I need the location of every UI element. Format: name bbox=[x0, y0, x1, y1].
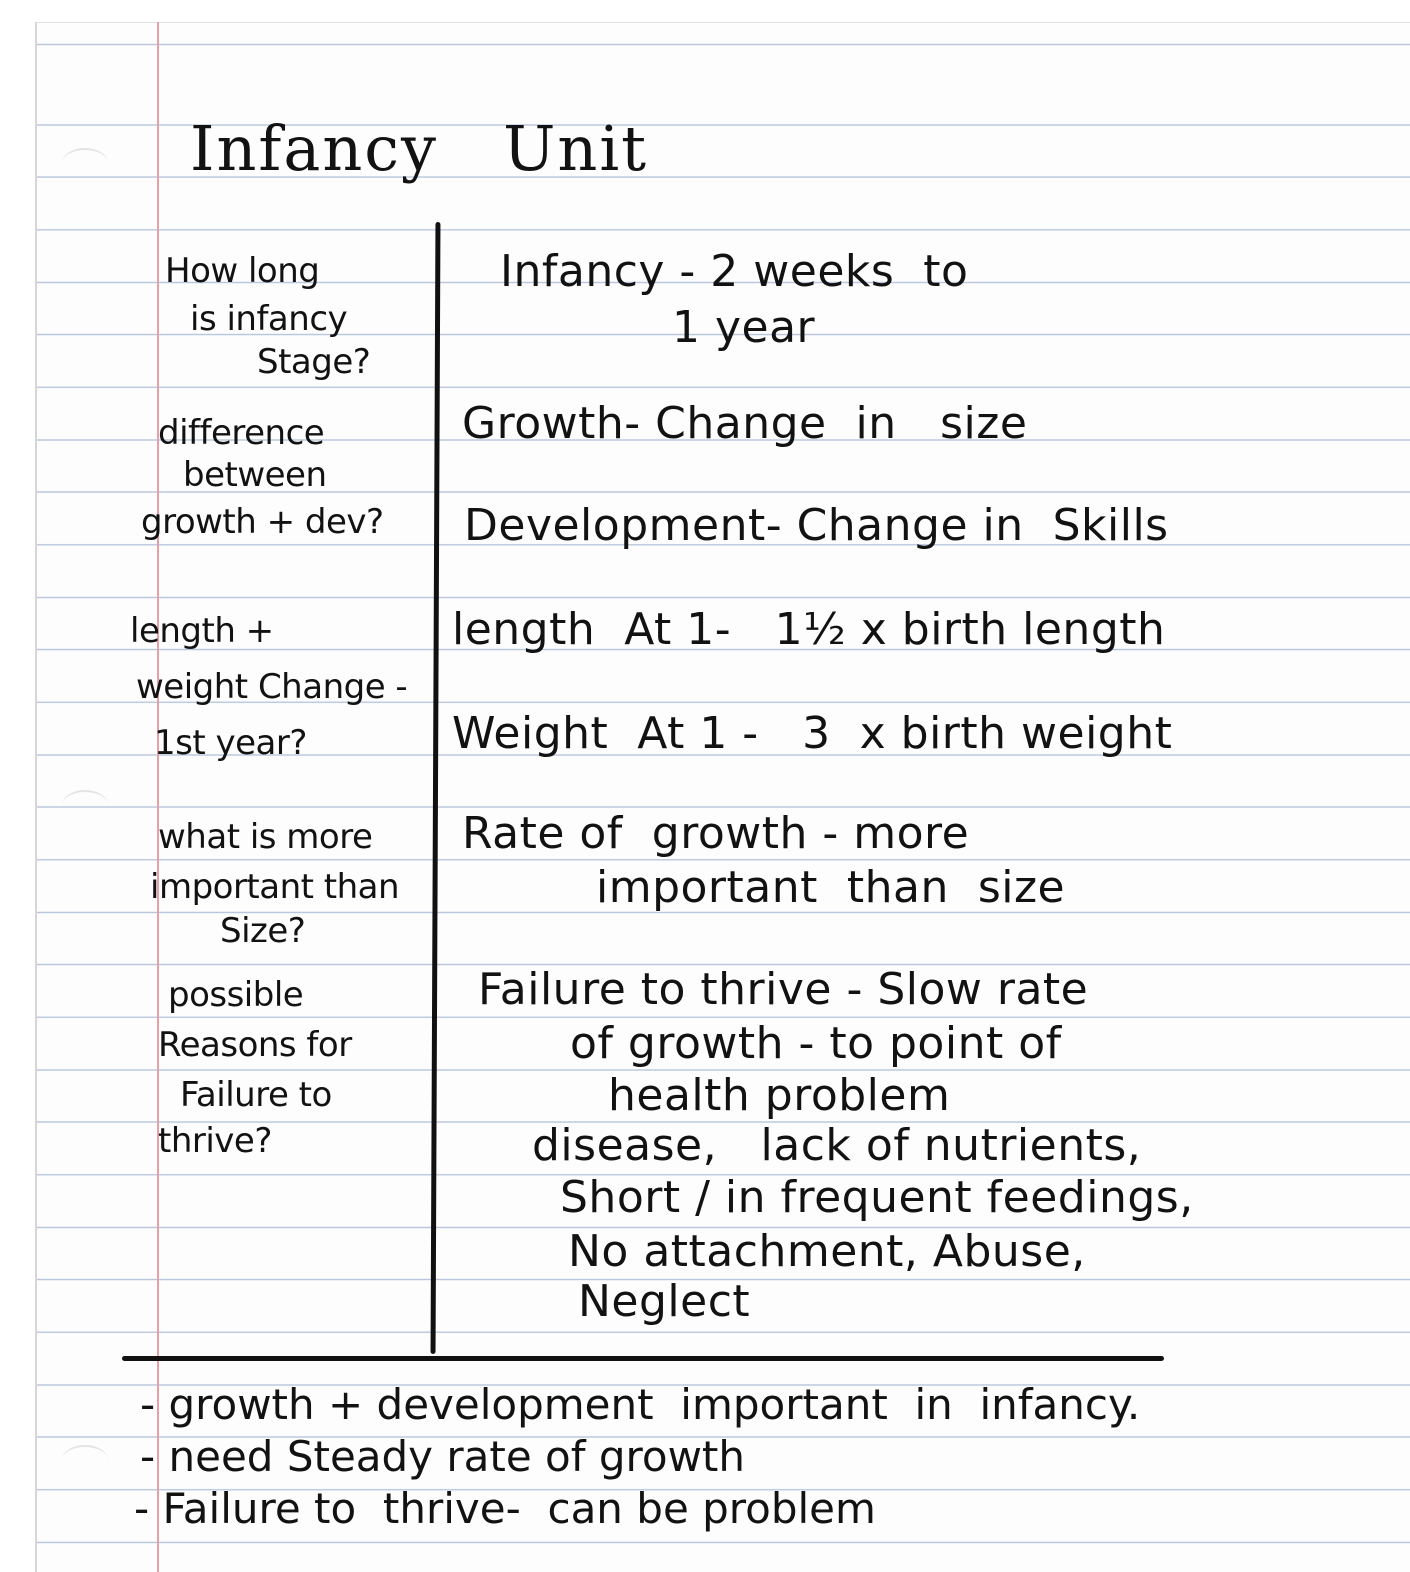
answer-length: length At 1- 1½ x birth length bbox=[452, 604, 1166, 655]
summary-line-3: - Failure to thrive- can be problem bbox=[134, 1484, 876, 1533]
question-2-line-1: difference bbox=[158, 413, 325, 453]
question-5-line-4: thrive? bbox=[158, 1121, 272, 1161]
answer-infancy-line-2: 1 year bbox=[672, 302, 816, 353]
question-3-line-1: length + bbox=[130, 611, 274, 651]
answer-failure-line-2: of growth - to point of bbox=[570, 1018, 1062, 1069]
punch-hole-middle bbox=[62, 790, 108, 820]
answer-rate-line-1: Rate of growth - more bbox=[462, 808, 970, 859]
question-4-line-1: what is more bbox=[158, 817, 373, 857]
question-5-line-2: Reasons for bbox=[158, 1025, 352, 1065]
question-4-line-3: Size? bbox=[220, 911, 306, 951]
question-2-line-2: between bbox=[183, 455, 327, 495]
question-1-line-1: How long bbox=[165, 251, 320, 291]
question-5-line-3: Failure to bbox=[180, 1075, 332, 1115]
answer-reasons-line-3: No attachment, Abuse, bbox=[568, 1226, 1086, 1277]
answer-development: Development- Change in Skills bbox=[464, 500, 1169, 551]
page-title: Infancy Unit bbox=[190, 112, 649, 185]
answer-reasons-line-2: Short / in frequent feedings, bbox=[560, 1172, 1194, 1223]
summary-divider bbox=[122, 1356, 1164, 1361]
question-4-line-2: important than bbox=[150, 867, 400, 907]
summary-line-1: - growth + development important in infancy. bbox=[140, 1380, 1141, 1429]
punch-hole-bottom bbox=[62, 1445, 108, 1475]
margin-line bbox=[157, 22, 159, 1572]
question-1-line-2: is infancy bbox=[190, 299, 348, 339]
punch-hole-top bbox=[62, 148, 108, 178]
summary-line-2: - need Steady rate of growth bbox=[140, 1432, 746, 1481]
answer-reasons-line-4: Neglect bbox=[578, 1276, 751, 1327]
question-3-line-2: weight Change - bbox=[136, 667, 408, 707]
question-5-line-1: possible bbox=[168, 975, 304, 1015]
answer-failure-line-1: Failure to thrive - Slow rate bbox=[478, 964, 1089, 1015]
answer-failure-line-3: health problem bbox=[608, 1070, 951, 1121]
answer-infancy-line-1: Infancy - 2 weeks to bbox=[500, 246, 969, 297]
question-3-line-3: 1st year? bbox=[154, 723, 307, 763]
answer-rate-line-2: important than size bbox=[596, 862, 1066, 913]
question-1-line-3: Stage? bbox=[257, 342, 371, 382]
answer-weight: Weight At 1 - 3 x birth weight bbox=[452, 708, 1173, 759]
question-2-line-3: growth + dev? bbox=[141, 502, 384, 542]
answer-reasons-line-1: disease, lack of nutrients, bbox=[532, 1120, 1142, 1171]
answer-growth: Growth- Change in size bbox=[462, 398, 1028, 449]
